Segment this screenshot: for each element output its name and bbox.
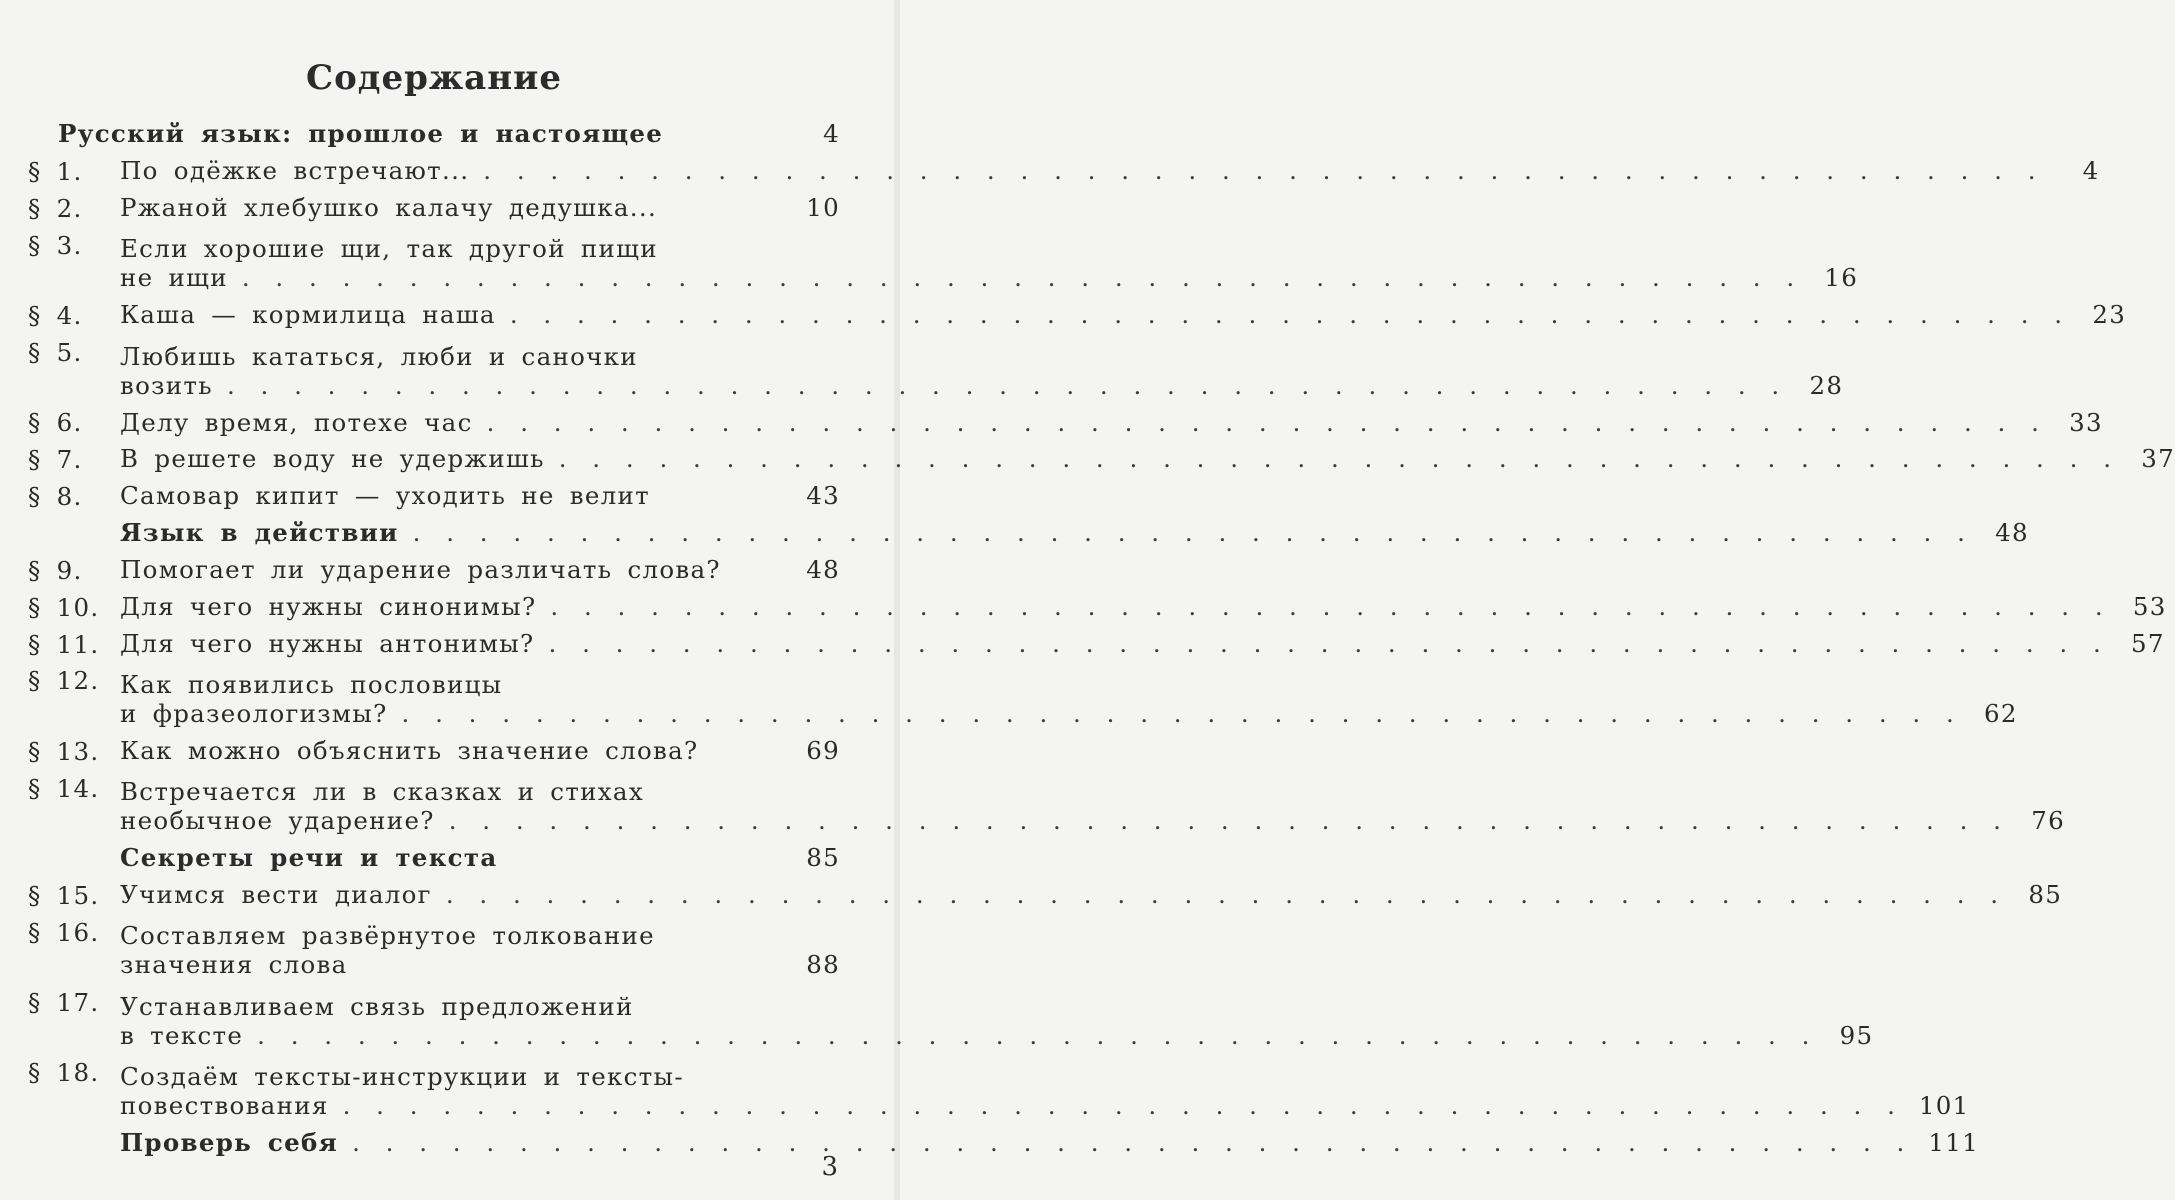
toc-entry-title: не ищи <box>120 263 228 293</box>
dot-leader <box>227 371 1785 400</box>
dot-leader <box>483 156 2041 185</box>
toc-entry <box>28 986 1874 1052</box>
dot-leader <box>413 518 1971 547</box>
toc-entry-title: Проверь себя <box>120 1127 339 1157</box>
dot-leader <box>242 263 1800 292</box>
toc-entry-body <box>120 843 840 874</box>
toc-entry <box>28 628 2165 660</box>
toc-entry-body <box>58 119 840 150</box>
toc-entry-body <box>120 408 2103 439</box>
page-title: Содержание <box>306 58 562 98</box>
toc-entry <box>28 155 2100 187</box>
toc-entry <box>28 842 840 874</box>
toc-entry-number: § 2. <box>28 193 83 223</box>
toc-entry-page: 23 <box>2092 300 2127 330</box>
toc-entry-body <box>120 992 1873 1052</box>
toc-entry-body <box>120 234 1858 294</box>
toc-entry-number: § 16. <box>28 917 100 947</box>
toc-entry-title: необычное ударение? <box>120 806 435 836</box>
dot-leader <box>343 1091 1901 1120</box>
toc-entry-title-line1: Создаём тексты-инструкции и тексты- <box>120 1062 684 1092</box>
toc-entry-page: 48 <box>1995 518 2029 548</box>
toc-entry-body <box>120 444 2175 475</box>
toc-entry-title: в тексте <box>120 1020 244 1050</box>
toc-entry-title: значения слова <box>120 950 348 980</box>
dot-leader <box>402 699 1960 728</box>
toc-entry-page: 69 <box>806 736 840 766</box>
toc-entry <box>28 1056 1970 1122</box>
dot-leader <box>559 444 2117 473</box>
toc-entry <box>28 554 840 586</box>
toc-entry-number: § 4. <box>28 300 83 330</box>
toc-entry-title: Для чего нужны синонимы? <box>120 592 537 621</box>
toc-entry-page: 111 <box>1928 1127 1980 1157</box>
toc-entry <box>28 591 2167 623</box>
toc-entry <box>28 192 840 224</box>
dot-leader <box>352 1128 1910 1157</box>
toc-entry-page: 53 <box>2132 592 2167 621</box>
toc-entry-title: Для чего нужны антонимы? <box>120 628 535 658</box>
toc-entry-number: § 1. <box>28 156 83 186</box>
toc-entry-page: 16 <box>1824 263 1859 293</box>
toc-entry-page: 33 <box>2069 407 2103 437</box>
toc-entry-title-line1: Составляем развёрнутое толкование <box>120 921 655 951</box>
toc-entry <box>28 735 840 767</box>
toc-entry-number: § 6. <box>28 408 83 438</box>
toc-entry-body <box>120 1062 1970 1122</box>
toc-entry-title: Каша — кормилица наша <box>120 300 496 330</box>
toc-entry-page: 37 <box>2141 444 2175 474</box>
toc-entry-page: 28 <box>1809 370 1844 400</box>
toc-entry <box>28 229 1859 295</box>
toc-entry <box>28 772 2065 838</box>
toc-entry-page: 10 <box>806 193 840 223</box>
toc-entry-number: § 13. <box>28 736 100 766</box>
toc-entry-page: 88 <box>806 950 840 980</box>
toc-entry-number: § 10. <box>28 592 100 622</box>
toc-entry-title: Секреты речи и текста <box>120 843 498 873</box>
toc-entry <box>28 1127 1980 1159</box>
toc-entry-body <box>120 156 2100 187</box>
toc-entry-title: Делу время, потехе час <box>120 407 473 437</box>
toc-entry-body <box>120 518 2029 549</box>
toc-entry-number <box>28 118 58 120</box>
toc-entry <box>28 443 2175 475</box>
toc-entry-page: 62 <box>1984 699 2018 729</box>
toc-entry <box>28 406 2103 438</box>
toc-entry-page: 101 <box>1918 1091 1970 1121</box>
toc-entry <box>28 916 840 982</box>
toc-entry-number: § 5. <box>28 337 83 367</box>
toc-entry-number: § 9. <box>28 555 83 585</box>
toc-entry-number: § 11. <box>28 629 100 659</box>
toc-entry-body <box>120 300 2126 331</box>
dot-leader <box>550 592 2108 621</box>
toc-entry-number: § 8. <box>28 481 83 511</box>
toc-entry-title-line1: Встречается ли в сказках и стихах <box>120 777 644 807</box>
toc-entry-title: Русский язык: прошлое и настоящее <box>58 119 664 149</box>
toc-entry-number <box>28 517 120 519</box>
toc-entry <box>28 879 2063 911</box>
table-of-contents <box>28 118 2175 1163</box>
toc-entry-title: Как можно объяснить значение слова? <box>120 736 699 766</box>
toc-entry-page: 48 <box>806 555 840 585</box>
dot-leader <box>257 1021 1815 1050</box>
toc-entry-number: § 14. <box>28 773 100 803</box>
toc-entry <box>28 664 2018 730</box>
toc-entry-title: возить <box>120 370 213 400</box>
toc-entry-title: Самовар кипит — уходить не велит <box>120 481 650 511</box>
dot-leader <box>487 408 2045 437</box>
toc-entry-body <box>120 777 2065 837</box>
toc-entry-number: § 15. <box>28 880 100 910</box>
toc-entry-title: Учимся вести диалог <box>120 880 432 910</box>
toc-entry-number: § 12. <box>28 666 100 696</box>
toc-entry-title: В решете воду не удержишь <box>120 444 545 474</box>
toc-entry-number <box>28 1127 120 1129</box>
toc-entry-body <box>120 670 2018 730</box>
toc-entry-body <box>120 736 840 767</box>
toc-entry-page: 95 <box>1839 1020 1874 1050</box>
toc-entry-body <box>120 629 2165 660</box>
toc-entry-number: § 3. <box>28 230 83 260</box>
toc-entry-page: 57 <box>2131 628 2165 658</box>
toc-entry-title-line1: Если хорошие щи, так другой пищи <box>120 234 658 264</box>
toc-entry <box>28 299 2127 331</box>
dot-leader <box>449 806 2007 835</box>
toc-entry-body <box>120 880 2062 911</box>
page-number: 3 <box>821 1152 838 1182</box>
toc-entry-number: § 17. <box>28 987 100 1017</box>
toc-entry-body <box>120 342 1843 402</box>
toc-entry-title-line1: Устанавливаем связь предложений <box>120 991 634 1021</box>
toc-entry <box>28 517 2029 549</box>
dot-leader <box>549 629 2107 658</box>
toc-entry-page: 43 <box>806 481 840 511</box>
toc-entry-number: § 18. <box>28 1058 100 1088</box>
toc-entry-body <box>120 921 840 981</box>
toc-entry <box>28 480 840 512</box>
toc-entry-title: По одёжке встречают... <box>120 156 470 186</box>
dot-leader <box>510 300 2068 329</box>
toc-entry <box>28 336 1844 402</box>
toc-entry-body <box>120 1128 1979 1159</box>
toc-entry-title: и фразеологизмы? <box>120 699 388 729</box>
toc-entry-title-line1: Любишь кататься, люби и саночки <box>120 341 638 371</box>
toc-entry-title-line1: Как появились пословицы <box>120 670 503 700</box>
toc-entry-body <box>120 555 840 586</box>
toc-entry-page: 4 <box>2082 156 2100 186</box>
toc-entry-page: 76 <box>2031 806 2065 836</box>
toc-entry-body <box>120 193 840 224</box>
toc-entry-number <box>28 842 120 844</box>
toc-entry-body <box>120 592 2167 623</box>
toc-entry-number: § 7. <box>28 445 83 475</box>
toc-entry-body <box>120 481 840 512</box>
toc-entry-title: Язык в действии <box>120 518 399 548</box>
toc-entry-page: 4 <box>823 119 840 149</box>
toc-entry-page: 85 <box>2028 880 2063 910</box>
dot-leader <box>446 880 2004 909</box>
toc-entry <box>28 118 840 150</box>
toc-entry-title: Ржаной хлебушко калачу дедушка... <box>120 193 658 223</box>
toc-entry-title: Помогает ли ударение различать слова? <box>120 555 721 585</box>
toc-entry-title: повествования <box>120 1091 329 1121</box>
toc-entry-page: 85 <box>806 843 840 873</box>
